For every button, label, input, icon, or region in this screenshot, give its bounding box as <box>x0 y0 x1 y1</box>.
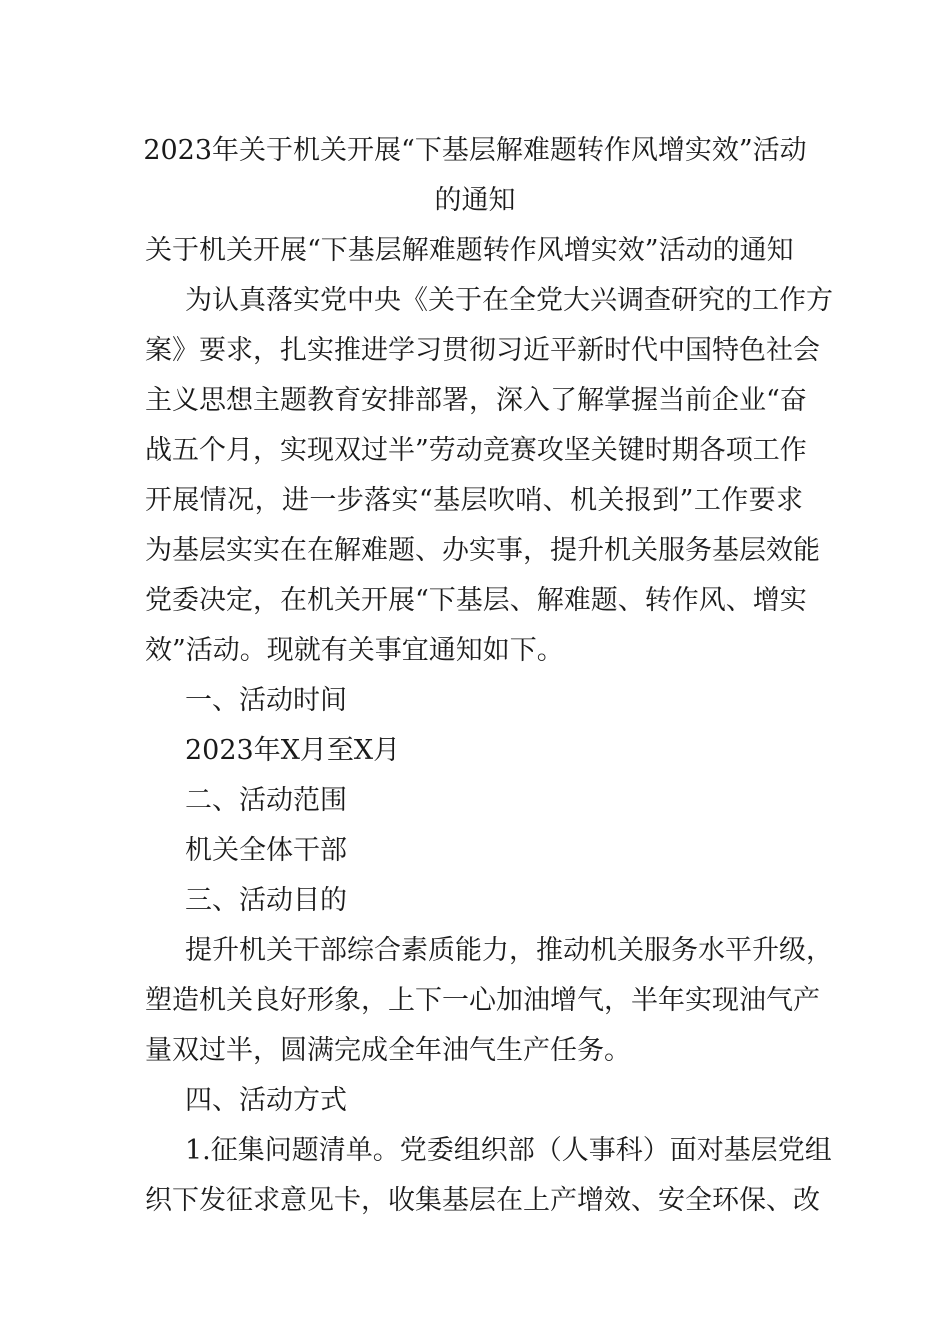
intro-paragraph-line: 案》要求，扎实推进学习贯彻习近平新时代中国特色社会 <box>145 335 820 366</box>
section-body-purpose-line: 提升机关干部综合素质能力，推动机关服务水平升级， <box>185 935 833 966</box>
document-subtitle: 关于机关开展“下基层解难题转作风增实效”活动的通知 <box>145 235 794 266</box>
intro-paragraph-line: 为基层实实在在解难题、办实事，提升机关服务基层效能 <box>145 535 820 566</box>
section-heading-purpose: 三、活动目的 <box>185 885 347 916</box>
section-body-purpose-line: 塑造机关良好形象，上下一心加油增气，半年实现油气产 <box>145 985 820 1016</box>
intro-paragraph-line: 开展情况，进一步落实“基层吹哨、机关报到”工作要求 <box>145 485 803 516</box>
section-body-method-line: 织下发征求意见卡，收集基层在上产增效、安全环保、改 <box>145 1185 820 1216</box>
document-title-line-1: 2023年关于机关开展“下基层解难题转作风增实效”活动 <box>143 135 807 166</box>
intro-paragraph-line: 为认真落实党中央《关于在全党大兴调查研究的工作方 <box>185 285 833 316</box>
intro-paragraph-line: 党委决定，在机关开展“下基层、解难题、转作风、增实 <box>145 585 807 616</box>
section-heading-time: 一、活动时间 <box>185 685 347 716</box>
section-body-purpose-line: 量双过半，圆满完成全年油气生产任务。 <box>145 1035 631 1066</box>
section-heading-scope: 二、活动范围 <box>185 785 347 816</box>
section-body-method-line: 1.征集问题清单。党委组织部（人事科）面对基层党组 <box>185 1135 832 1166</box>
section-body-scope: 机关全体干部 <box>185 835 347 866</box>
section-heading-method: 四、活动方式 <box>185 1085 347 1116</box>
intro-paragraph-line: 战五个月，实现双过半”劳动竞赛攻坚关键时期各项工作 <box>145 435 807 466</box>
intro-paragraph-line: 效”活动。现就有关事宜通知如下。 <box>145 635 564 666</box>
intro-paragraph-line: 主义思想主题教育安排部署，深入了解掌握当前企业“奋 <box>145 385 807 416</box>
section-body-time: 2023年X月至X月 <box>185 735 401 766</box>
document-title-line-2: 的通知 <box>434 185 516 216</box>
